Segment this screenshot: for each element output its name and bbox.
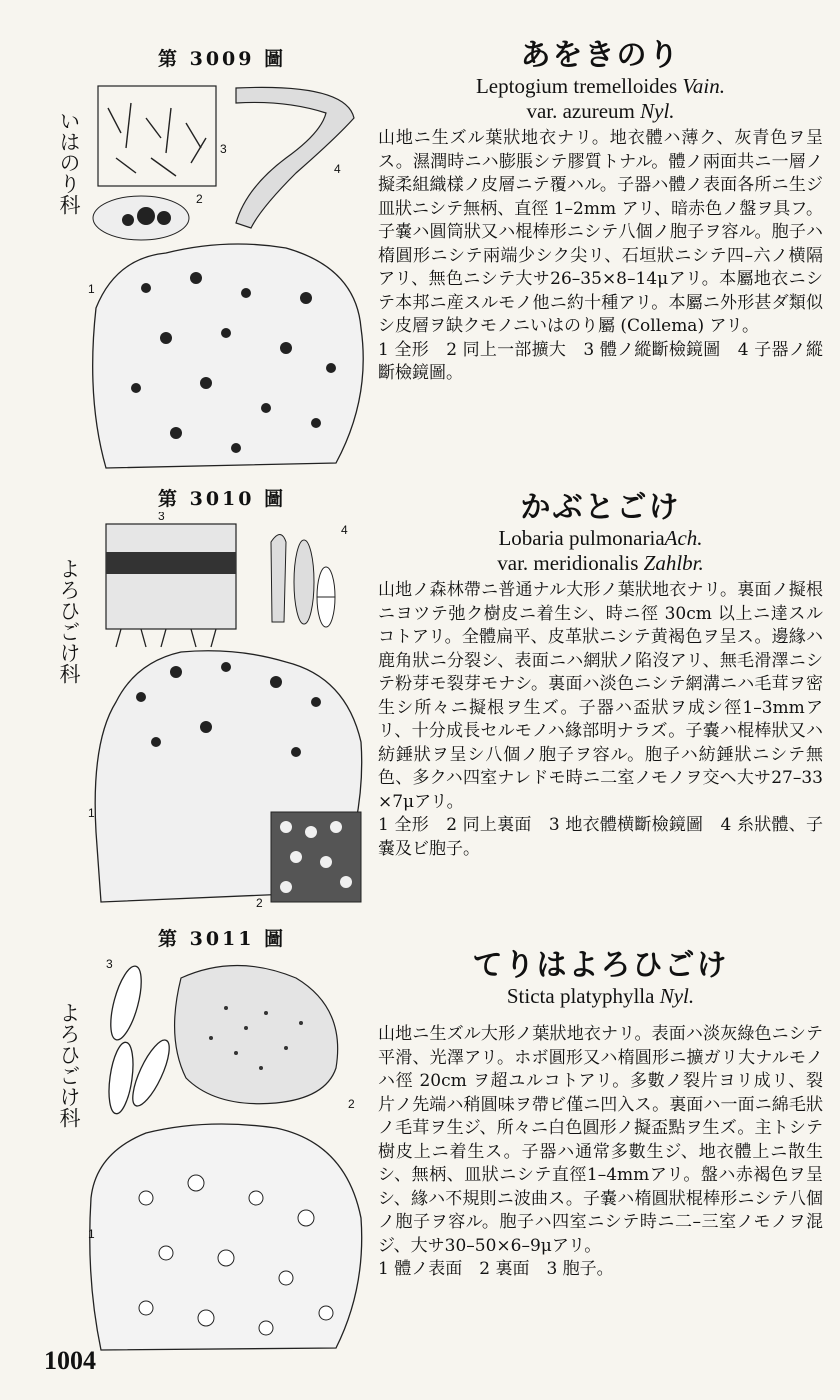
figure-number-4: 4: [334, 162, 341, 176]
description-text: 山地ニ生ズル葉狀地衣ナリ。地衣體ハ薄ク、灰青色ヲ呈ス。濕潤時ニハ膨脹シテ膠質トナル。體ノ兩面共ニ一層ノ擬柔組織樣ノ皮層ニテ覆ハル。子器ハ體ノ表面各所ニ生ジ皿狀ニシテ無柄、直徑 1–2mm アリ、暗赤色ノ盤ヲ具フ。子嚢ハ圓筒狀又ハ棍棒形ニシテ八個ノ胞子ヲ容ル。胞子ハ楕圓形ニシテ兩端少シク尖リ、石垣狀ニシテ四–六ノ横隔アリ、無色ニシテ大サ26–35×8–14μアリ。本屬地衣ニシテ本邦ニ産スルモノ他ニ約十種アリ。本屬ニ外形甚ダ類似シ皮層ヲ缺クモノニいはのり屬 (Collema) アリ。: [378, 128, 823, 336]
japanese-name: あをきのり: [520, 38, 681, 73]
figure-illustration: [86, 958, 371, 1358]
figure-number-3: 3: [106, 958, 113, 971]
ascus-4: [271, 535, 286, 623]
paraphysis: [294, 540, 314, 624]
scientific-name: [378, 74, 823, 124]
figure-illustration: [86, 512, 371, 912]
description-text: 山地ノ森林帶ニ普通ナル大形ノ葉狀地衣ナリ。裏面ノ擬根ニヨツテ弛ク樹皮ニ着生シ、時ニ徑 30cm 以上ニ達スルコトアリ。全體扁平、皮革狀ニシテ黄褐色ヲ呈ス。邊緣ハ鹿角狀ニ分裂シ、表面ニハ網狀ノ陷沒アリ、無毛滑澤ニシテ粉芽モ裂芽モナシ。裏面ハ淡色ニシテ網溝ニハ毛茸ヲ密生シ所々ニ擬根ヲ生ズ。子器ハ盃狀ヲ成シ徑1–3mmアリ、十分成長セルモノハ緣部明ナラズ。子嚢ハ棍棒狀又ハ紡錘狀ヲ呈シ八個ノ胞子ヲ容ル。胞子ハ紡錘狀ニシテ無色、多クハ四室ナレドモ時ニ二室ノモノヲ交ヘ大サ27–33×7μアリ。: [378, 580, 823, 812]
lichen-drawing-3010: [86, 512, 371, 912]
figure-number-3: 3: [220, 142, 227, 156]
scientific-name: [378, 984, 823, 1009]
figure-illustration: [86, 78, 371, 473]
hyphae-strokes: [108, 103, 206, 176]
scientific-name-binomial: Lobaria pulmonaria: [498, 526, 665, 550]
entry-3011: [0, 920, 840, 1360]
figure-label: 第 3009 圖: [158, 48, 287, 70]
figure-label: 第 3011 圖: [158, 928, 287, 950]
page-number: 1004: [44, 1346, 96, 1375]
figure-number-2: 2: [256, 896, 263, 910]
scientific-author: Vain.: [682, 74, 726, 98]
entry-3010: [0, 480, 840, 920]
spore: [105, 963, 148, 1043]
rhizine-strokes: [116, 629, 216, 647]
spore: [126, 1036, 176, 1111]
spores-3: [105, 963, 177, 1115]
scientific-author: Ach.: [664, 526, 703, 550]
figure-number-1: 1: [88, 1227, 95, 1241]
scientific-name-variety: var. azureum: [526, 99, 635, 123]
figure-number-4: 4: [341, 523, 348, 537]
japanese-name: てりはよろひごけ: [472, 948, 729, 983]
entry-text: [378, 948, 823, 1282]
scientific-name: [378, 526, 823, 576]
apothecium-section-4: [236, 87, 354, 228]
figure-caption: 1 全形 2 同上一部擴大 3 體ノ縱斷檢鏡圖 4 子器ノ縱斷檢鏡圖。: [378, 339, 823, 383]
figure-caption: 1 體ノ表面 2 裏面 3 胞子。: [378, 1259, 614, 1279]
family-name: よろひごけ科: [57, 1002, 81, 1128]
figure-number-1: 1: [88, 806, 95, 820]
microscope-section-3: [98, 86, 216, 186]
scientific-name-binomial: Sticta platyphylla: [506, 984, 655, 1008]
figure-number-2: 2: [196, 192, 203, 206]
figure-number-3: 3: [158, 512, 165, 523]
description-text: 山地ニ生ズル大形ノ葉狀地衣ナリ。表面ハ淡灰綠色ニシテ平滑、光澤アリ。ホボ圓形又ハ楕圓形ニ擴ガリ大ナルモノハ徑 20cm ヲ超ユルコトアリ。多數ノ裂片ヨリ成リ、裂片ノ先端ハ稍圓味ヲ帶ビ僅ニ凹入ス。裏面ハ一面ニ綿毛狀ノ毛茸ヲ生ジ、所々ニ白色圓形ノ擬盃點ヲ生ズ。主トシテ樹皮上ニ着生ス。子器ハ通常多數生ジ、地衣體上ニ散生シ、無柄、皿狀ニシテ直徑1–4mmアリ。盤ハ赤褐色ヲ呈シ、緣ハ不規則ニ波曲ス。子嚢ハ楕圓狀棍棒形ニシテ八個ノ胞子ヲ容ル。胞子ハ四室ニシテ時ニ二–三室ノモノヲ混ジ、大サ30–50×6–9μアリ。: [378, 1024, 823, 1256]
scientific-author: Nyl.: [659, 984, 695, 1008]
entry-text: [378, 490, 823, 861]
scientific-name-binomial: Leptogium tremelloides: [475, 74, 678, 98]
algal-layer: [106, 552, 236, 574]
lichen-drawing-3011: [86, 958, 371, 1358]
family-name: いはのり科: [57, 110, 81, 215]
japanese-name: かぶとごけ: [520, 490, 681, 525]
variety-author: Zahlbr.: [643, 551, 704, 575]
variety-author: Nyl.: [640, 99, 675, 123]
thallus-cross-section-3: [106, 524, 236, 629]
spore: [105, 1041, 137, 1115]
figure-number-2: 2: [348, 1097, 355, 1111]
scientific-name-variety: var. meridionalis: [497, 551, 639, 575]
underside-2: [175, 966, 338, 1104]
figure-caption: 1 全形 2 同上裏面 3 地衣體横斷檢鏡圖 4 糸狀體、子嚢及ビ胞子。: [378, 815, 823, 859]
figure-label: 第 3010 圖: [158, 488, 287, 510]
lichen-drawing-3009: [86, 78, 371, 473]
figure-number-1: 1: [88, 282, 95, 296]
family-name: よろひごけ科: [57, 558, 81, 684]
entry-text: [378, 38, 823, 386]
entry-3009: [0, 0, 840, 480]
whole-thallus-1: [93, 244, 364, 468]
